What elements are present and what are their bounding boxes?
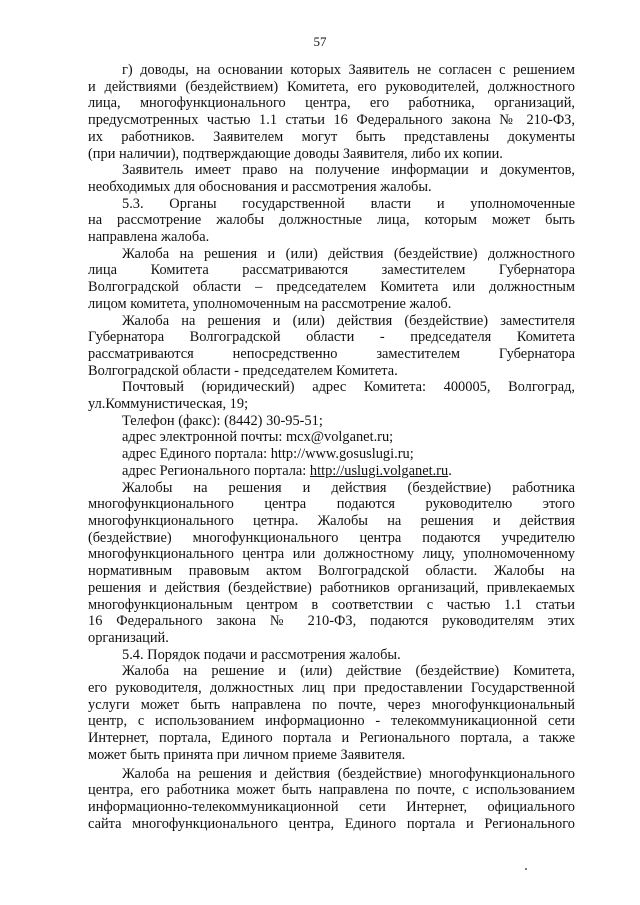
text-line: необходимых для обоснования и рассмотрения жалобы.: [88, 178, 432, 195]
text-line: сайта многофункционального центра, Единого портала и Регионального: [88, 815, 575, 832]
text-line: многофункционального цетнра. Жалобы на решения и действия: [88, 512, 575, 529]
text-line: лица, многофункционального центра, его работника, организаций,: [88, 95, 575, 112]
paragraph-postal-address: [88, 379, 575, 412]
text-line: рассматриваются непосредственно заместителем Губернатора: [88, 345, 575, 362]
text-line: направлена жалоба.: [88, 229, 210, 246]
text-line: предусмотренных частью 1.1 статьи 16 Федерального закона № 210-ФЗ,: [88, 112, 575, 129]
paragraph-mfc-complaints: [88, 480, 575, 647]
text-line: многофункциональным центром в соответствии с частью 1.1 статьи: [88, 596, 575, 613]
paragraph-deputy-governor-complaints: [88, 313, 575, 380]
text-line: центр, с использованием информационно - телекоммуникационной сети: [88, 713, 575, 730]
document-body: [88, 62, 575, 832]
paragraph-email: [88, 429, 575, 446]
text-line: г) доводы, на основании которых Заявитель не согласен с решением: [122, 62, 575, 78]
text-line: Интернет, портала, Единого портала и Регионального портала, а также: [88, 730, 575, 747]
paragraph-regional-portal: [88, 463, 575, 480]
text-line: Губернатора Волгоградской области - председателя Комитета: [88, 329, 575, 346]
text-line: адрес Единого портала: http://www.gosuslugi.ru;: [122, 446, 414, 463]
text-line: (при наличии), подтверждающие доводы Заявителя, либо их копии.: [88, 145, 503, 162]
paragraph-objection-arguments: [88, 62, 575, 162]
paragraph-complaint-submission: [88, 663, 575, 763]
section-5-3-heading: [88, 196, 575, 246]
text-line: может быть принята при личном приеме Заявителя.: [88, 746, 406, 763]
text-line: лицом комитета, уполномоченным на рассмотрение жалоб.: [88, 295, 452, 312]
text-line: Жалоба на решения и (или) действия (бездействие) заместителя: [122, 312, 575, 329]
text-line: Заявитель имеет право на получение информации и документов,: [122, 162, 575, 179]
text-line: Жалоба на решения и (или) действия (бездействие) должностного: [122, 245, 575, 262]
text-line: Жалоба на решение и (или) действие (бездействие) Комитета,: [122, 663, 575, 680]
section-5-4-heading: [88, 647, 575, 664]
text-line: организаций.: [88, 629, 169, 646]
text-line: лица Комитета рассматриваются заместителем Губернатора: [88, 262, 575, 279]
text-line: нормативным правовым актом Волгоградской области. Жалобы на: [88, 563, 575, 580]
text-line: многофункционального центра подаются руководителю этого: [88, 496, 575, 513]
text-line: Почтовый (юридический) адрес Комитета: 400005, Волгоград,: [122, 379, 575, 396]
regional-portal-prefix: адрес Регионального портала:: [122, 462, 310, 479]
paragraph-unified-portal: [88, 446, 575, 463]
text-line: ул.Коммунистическая, 19;: [88, 396, 249, 413]
text-line: многофункционального центра или должностному лицу, уполномоченному: [88, 546, 575, 563]
text-line: Жалобы на решения и действия (бездействие) работника: [122, 479, 575, 496]
text-line: решения и действия (бездействие) работников организаций, привлекаемых: [88, 579, 575, 596]
text-line: Волгоградской области – председателем Комитета или должностным: [88, 279, 575, 296]
text-line: 5.4. Порядок подачи и рассмотрения жалобы.: [122, 646, 401, 663]
text-line: Телефон (факс): (8442) 30-95-51;: [122, 412, 323, 429]
scan-speck: [525, 868, 527, 870]
regional-portal-link[interactable]: http://uslugi.volganet.ru: [309, 462, 449, 479]
text-line: центра, его работника может быть направлена по почте, с использованием: [88, 782, 575, 799]
paragraph-committee-official-complaints: [88, 246, 575, 313]
text-line: на рассмотрение жалобы должностные лица, которым может быть: [88, 212, 575, 229]
paragraph-mfc-complaint-submission: [88, 766, 575, 833]
text-line: информационно-телекоммуникационной сети Интернет, официального: [88, 798, 575, 815]
regional-portal-suffix: .: [448, 462, 452, 479]
text-line: их работников. Заявителем могут быть представлены документы: [88, 128, 575, 145]
text-line: адрес электронной почты: mcx@volganet.ru;: [122, 429, 394, 446]
paragraph-applicant-rights: [88, 162, 575, 195]
text-line: Волгоградской области - председателем Комитета.: [88, 362, 398, 379]
text-line: 5.3. Органы государственной власти и уполномоченные: [122, 195, 575, 212]
paragraph-phone: [88, 413, 575, 430]
text-line: (бездействие) многофункционального центра подаются учредителю: [88, 529, 575, 546]
text-line: [88, 463, 575, 480]
page-number: 57: [313, 34, 327, 49]
text-line: Жалоба на решения и действия (бездействие) многофункционального: [122, 765, 575, 782]
text-line: 16 Федерального закона № 210-ФЗ, подаются руководителям этих: [88, 613, 575, 630]
text-line: его руководителя, должностных лиц при предоставлении Государственной: [88, 680, 575, 697]
text-line: и действиями (бездействием) Комитета, его руководителей, должностного: [88, 78, 575, 95]
text-line: услуги может быть направлена по почте, через многофункциональный: [88, 696, 575, 713]
